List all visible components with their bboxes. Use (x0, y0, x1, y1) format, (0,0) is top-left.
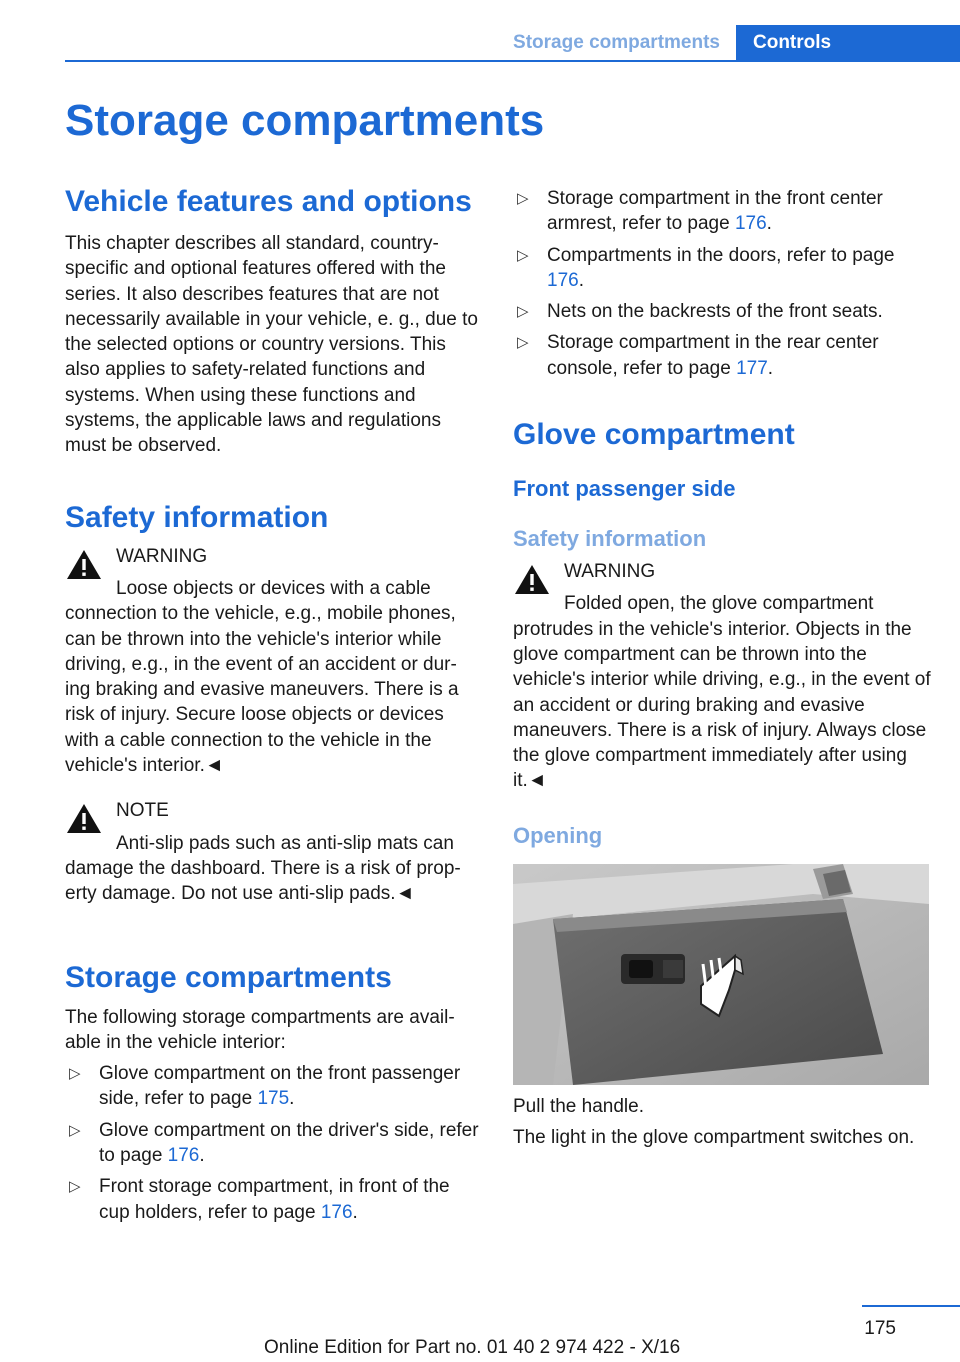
page-link[interactable]: 175 (257, 1088, 290, 1110)
warning-triangle-icon (513, 563, 551, 596)
header-tab-controls: Controls (736, 25, 960, 62)
list-item: ▷ Storage compartment in the rear center console, refer to page 177. (517, 332, 879, 379)
glove-compartment-photo (513, 864, 929, 1085)
storage-compartments-heading: Storage compartments (65, 960, 392, 994)
pull-handle-text: Pull the handle. (513, 1095, 644, 1117)
note-block (65, 798, 481, 906)
page-link[interactable]: 176 (167, 1145, 200, 1167)
footer-rule (862, 1305, 960, 1307)
storage-list-right (513, 186, 931, 381)
warning-triangle-icon (65, 548, 103, 581)
header-section-title: Storage compartments (513, 32, 720, 53)
triangle-bullet-icon: ▷ (69, 1065, 81, 1083)
page-link[interactable]: 177 (736, 357, 768, 379)
list-item: ▷ Glove compartment on the front passenger side, refer to page 175. (69, 1063, 461, 1110)
list-item: ▷ Nets on the backrests of the front seats. (513, 299, 931, 324)
triangle-bullet-icon: ▷ (517, 190, 529, 207)
note-text: damage the dashboard. There is a risk of prop-erty damage. Do not use anti-slip pads.◄ (65, 857, 461, 905)
list-item: ▷ Compartments in the doors, refer to page 176. (517, 244, 895, 291)
page-title: Storage compartments (65, 96, 545, 145)
footer-edition: Online Edition for Part no. 01 40 2 974 422 - X/16 (264, 1337, 681, 1358)
triangle-bullet-icon: ▷ (517, 334, 529, 352)
page-number: 175 (864, 1318, 896, 1339)
note-label: NOTE (116, 800, 169, 822)
warning-text: protrudes in the vehicle's interior. Objects in the glove compartment can be thrown into the vehicle's interior while driving, e.g., in the event of an accident or during braking and evasive maneuvers. There is a risk of injury. Always close the glove compartment immediately after using it.◄ (513, 618, 931, 792)
warning-block (65, 544, 481, 779)
warning-triangle-icon (65, 802, 103, 835)
opening-heading: Opening (513, 822, 603, 848)
header-rule (65, 60, 960, 62)
vehicle-features-text: This chapter describes all standard, country-specific and optional features offered with the series. It also describes features that are not necessarily available in your vehicle, e. g., due to the selected options or country versions. This also applies to safety-related functions and systems. When using these functions and systems, the applicable laws and regulations must be observed. (65, 233, 478, 457)
storage-intro-text: The following storage compartments are avail-able in the vehicle interior: (65, 1006, 455, 1053)
light-switches-text: The light in the glove compartment switches on. (513, 1127, 915, 1149)
left-column (65, 184, 481, 1231)
front-passenger-heading: Front passenger side (513, 476, 736, 502)
triangle-bullet-icon: ▷ (517, 246, 529, 264)
list-item: ▷ Glove compartment on the driver's side, refer to page 176. (69, 1119, 479, 1167)
list-item: ▷ Storage compartment in the front center armrest, refer to page 176. (517, 188, 883, 235)
triangle-bullet-icon: ▷ (69, 1121, 81, 1139)
warning-block (513, 559, 931, 794)
page-link[interactable]: 176 (547, 269, 579, 291)
note-first-line: Anti-slip pads such as anti-slip mats can (116, 832, 454, 854)
glove-compartment-heading: Glove compartment (513, 418, 795, 452)
warning-text: connection to the vehicle, e.g., mobile phones, can be thrown into the vehicle's interior while driving, e.g., in the event of an accident or dur-ing braking and evasive maneuvers. There is a risk of injury. Secure loose objects or devices with a cable connection to the vehicle in the vehicle's interior.◄ (65, 603, 459, 777)
page-link[interactable]: 176 (320, 1201, 353, 1223)
vehicle-features-heading: Vehicle features and options (65, 185, 472, 218)
triangle-bullet-icon: ▷ (517, 303, 529, 321)
warning-first-line: Loose objects or devices with a cable (116, 577, 431, 599)
storage-list-left (65, 1061, 481, 1225)
triangle-bullet-icon: ▷ (69, 1178, 81, 1196)
list-item: ▷ Front storage compartment, in front of the cup holders, refer to page 176. (69, 1176, 450, 1223)
right-column (513, 186, 931, 1150)
safety-information-heading: Safety information (65, 500, 329, 534)
warning-label: WARNING (564, 561, 656, 583)
warning-label: WARNING (116, 545, 208, 567)
safety-information-subheading: Safety information (513, 526, 707, 552)
page-link[interactable]: 176 (734, 213, 767, 235)
warning-first-line: Folded open, the glove compartment (564, 593, 874, 615)
